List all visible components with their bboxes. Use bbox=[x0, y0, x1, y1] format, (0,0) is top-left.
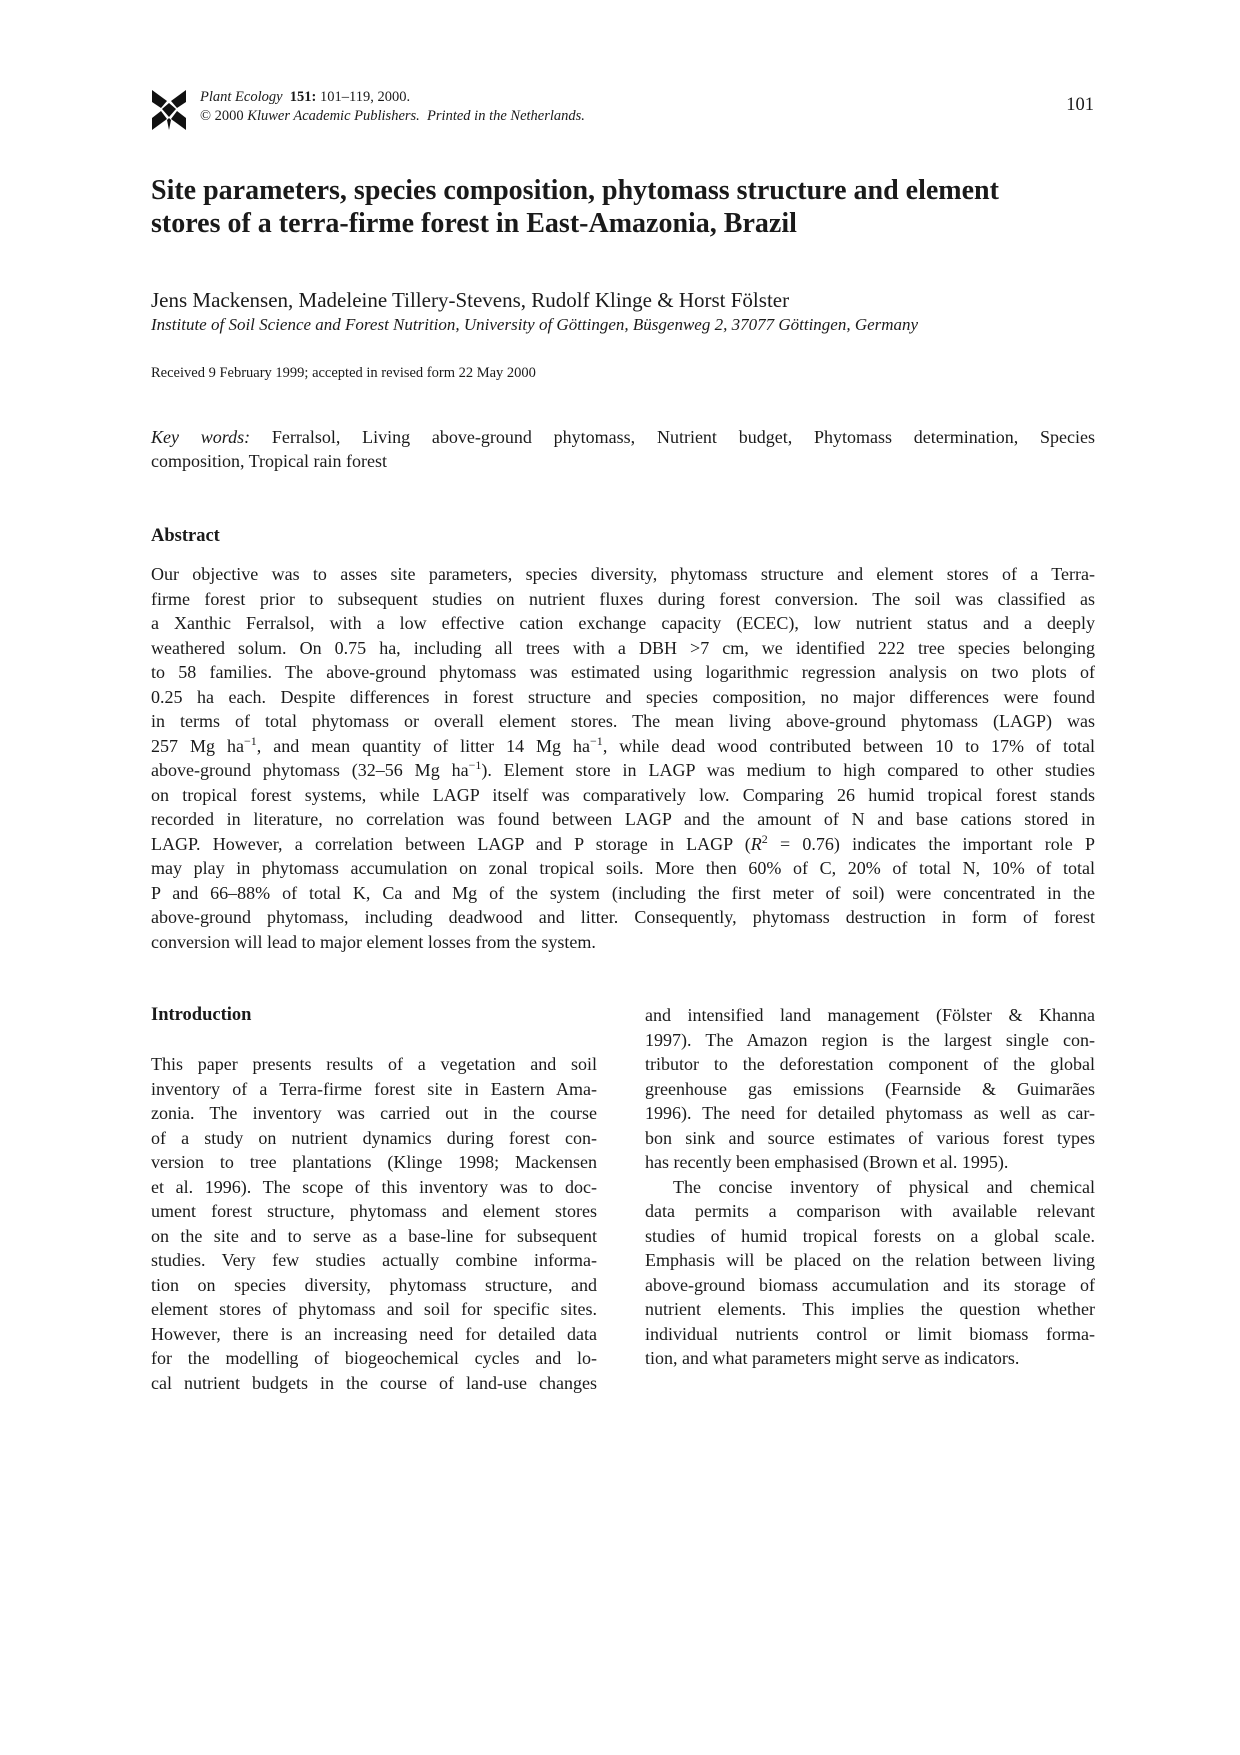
abstract-line bbox=[151, 832, 1095, 857]
abstract-line: may play in phytomass accumulation on zonal tropical soils. More then 60% of C, 20% of total N, 10% of total bbox=[151, 858, 1095, 878]
printed-note: Printed in the Netherlands. bbox=[427, 108, 585, 124]
keywords-line bbox=[151, 425, 1095, 449]
abstract-line bbox=[151, 734, 1095, 759]
affiliation: Institute of Soil Science and Forest Nutrition, University of Göttingen, Büsgenweg 2, 37077 Göttingen, Germany bbox=[151, 315, 919, 334]
intro-line: and intensified land management (Fölster & Khanna bbox=[645, 1005, 1095, 1025]
page-number: 101 bbox=[1066, 95, 1094, 115]
abstract-line bbox=[151, 758, 1095, 783]
abstract-body bbox=[151, 562, 1095, 954]
abstract-text: , and mean quantity of litter 14 Mg ha bbox=[256, 735, 591, 756]
intro-line: greenhouse gas emissions (Fearnside & Guimarães bbox=[645, 1078, 1095, 1099]
intro-line: for the modelling of biogeochemical cycles and lo- bbox=[151, 1348, 597, 1368]
intro-line: The concise inventory of physical and chemical bbox=[673, 1176, 1095, 1197]
abstract-text: ). Element store in LAGP was medium to high compared to other studies bbox=[481, 760, 1095, 780]
intro-line: tion on species diversity, phytomass structure, and bbox=[151, 1274, 597, 1295]
intro-line: data permits a comparison with available relevant bbox=[645, 1201, 1095, 1221]
article-title bbox=[151, 174, 1101, 240]
abstract-line: conversion will lead to major element losses from the system. bbox=[151, 931, 596, 952]
journal-line-1 bbox=[200, 88, 585, 107]
intro-line: 1997). The Amazon region is the largest single con- bbox=[645, 1029, 1095, 1050]
keywords bbox=[151, 425, 1095, 473]
intro-line: studies of humid tropical forests on a global scale. bbox=[645, 1225, 1095, 1246]
introduction-heading: Introduction bbox=[151, 1005, 252, 1025]
journal-citation bbox=[200, 88, 585, 126]
abstract-line: P and 66–88% of total K, Ca and Mg of the system (including the first meter of soil) were concentrated in the bbox=[151, 882, 1095, 903]
abstract-line: 0.25 ha each. Despite differences in forest structure and species composition, no major differences were found bbox=[151, 686, 1095, 707]
intro-line: nutrient elements. This implies the question whether bbox=[645, 1299, 1095, 1319]
abstract-line: in terms of total phytomass or overall element stores. The mean living above-ground phytomass (LAGP) was bbox=[151, 711, 1095, 731]
received-date: Received 9 February 1999; accepted in revised form 22 May 2000 bbox=[151, 365, 536, 381]
abstract-line: on tropical forest systems, while LAGP itself was comparatively low. Comparing 26 humid tropical forest stands bbox=[151, 784, 1095, 805]
intro-line: ument forest structure, phytomass and element stores bbox=[151, 1201, 597, 1221]
abstract-text: = 0.76) indicates the important role P bbox=[767, 833, 1095, 854]
title-line: stores of a terra-firme forest in East-Amazonia, Brazil bbox=[151, 208, 797, 239]
copyright-year: 2000 bbox=[214, 108, 244, 124]
abstract-line: a Xanthic Ferralsol, with a low effective cation exchange capacity (ECEC), low nutrient status and a deeply bbox=[151, 613, 1095, 633]
intro-line: of a study on nutrient dynamics during forest con- bbox=[151, 1127, 597, 1148]
intro-line: has recently been emphasised (Brown et al. 1995). bbox=[645, 1152, 1009, 1172]
intro-line: bon sink and source estimates of various forest types bbox=[645, 1127, 1095, 1148]
intro-line: inventory of a Terra-firme forest site in Eastern Ama- bbox=[151, 1078, 597, 1099]
copyright-symbol: © bbox=[200, 108, 212, 124]
intro-line: version to tree plantations (Klinge 1998; Mackensen bbox=[151, 1152, 597, 1172]
abstract-line: firme forest prior to subsequent studies on nutrient fluxes during forest conversion. The soil was classified as bbox=[151, 588, 1095, 609]
intro-line: individual nutrients control or limit biomass forma- bbox=[645, 1323, 1095, 1344]
intro-line: However, there is an increasing need for detailed data bbox=[151, 1323, 597, 1344]
publisher-name: Kluwer Academic Publishers. bbox=[247, 108, 420, 124]
superscript: 2 bbox=[761, 831, 768, 846]
abstract-line: weathered solum. On 0.75 ha, including all trees with a DBH >7 cm, we identified 222 tree species belonging bbox=[151, 637, 1095, 658]
keywords-line: composition, Tropical rain forest bbox=[151, 451, 387, 471]
abstract-line: above-ground phytomass, including deadwood and litter. Consequently, phytomass destruction in form of forest bbox=[151, 907, 1095, 927]
journal-pages: 101–119, 2000. bbox=[320, 89, 411, 105]
intro-line: cal nutrient budgets in the course of land-use changes bbox=[151, 1372, 597, 1393]
introduction-column-left bbox=[151, 1052, 597, 1395]
abstract-text: , while dead wood contributed between 10 to 17% of total bbox=[602, 735, 1096, 756]
introduction-column-right bbox=[645, 1003, 1095, 1371]
superscript: −1 bbox=[468, 758, 482, 772]
abstract-text: LAGP. However, a correlation between LAGP and P storage in LAGP ( bbox=[151, 833, 751, 854]
intro-line: zonia. The inventory was carried out in the course bbox=[151, 1103, 597, 1123]
abstract-heading: Abstract bbox=[151, 526, 220, 546]
superscript: −1 bbox=[243, 733, 257, 748]
title-line: Site parameters, species composition, phytomass structure and element bbox=[151, 175, 999, 206]
journal-line-2 bbox=[200, 107, 585, 126]
journal-volume: 151: bbox=[289, 89, 317, 105]
abstract-line: to 58 families. The above-ground phytomass was estimated using logarithmic regression analysis on two plots of bbox=[151, 662, 1095, 682]
intro-line: et al. 1996). The scope of this inventory was to doc- bbox=[151, 1176, 597, 1197]
journal-name: Plant Ecology bbox=[200, 89, 283, 105]
publisher-logo bbox=[150, 88, 188, 132]
keywords-text: Ferralsol, Living above-ground phytomass, Nutrient budget, Phytomass determination, Species bbox=[271, 427, 1096, 447]
abstract-text: 257 Mg ha bbox=[151, 735, 244, 756]
abstract-line: recorded in literature, no correlation was found between LAGP and the amount of N and base cations stored in bbox=[151, 809, 1095, 829]
abstract-text: above-ground phytomass (32–56 Mg ha bbox=[151, 760, 469, 780]
author-list: Jens Mackensen, Madeleine Tillery-Stevens, Rudolf Klinge & Horst Fölster bbox=[151, 288, 790, 312]
intro-line: studies. Very few studies actually combine informa- bbox=[151, 1250, 597, 1270]
keywords-label: Key words: bbox=[151, 427, 251, 447]
intro-line: above-ground biomass accumulation and its storage of bbox=[645, 1274, 1095, 1295]
intro-line: tion, and what parameters might serve as indicators. bbox=[645, 1348, 1020, 1368]
intro-line: on the site and to serve as a base-line for subsequent bbox=[151, 1225, 597, 1246]
intro-line: tributor to the deforestation component of the global bbox=[645, 1054, 1095, 1074]
r-symbol: R bbox=[750, 833, 762, 854]
intro-line: element stores of phytomass and soil for specific sites. bbox=[151, 1299, 597, 1319]
intro-line: Emphasis will be placed on the relation between living bbox=[645, 1250, 1095, 1270]
superscript: −1 bbox=[590, 733, 603, 748]
intro-line: 1996). The need for detailed phytomass as well as car- bbox=[645, 1103, 1095, 1123]
intro-line: This paper presents results of a vegetation and soil bbox=[151, 1054, 597, 1074]
abstract-line: Our objective was to asses site parameters, species diversity, phytomass structure and element stores of a Terra- bbox=[151, 564, 1095, 584]
